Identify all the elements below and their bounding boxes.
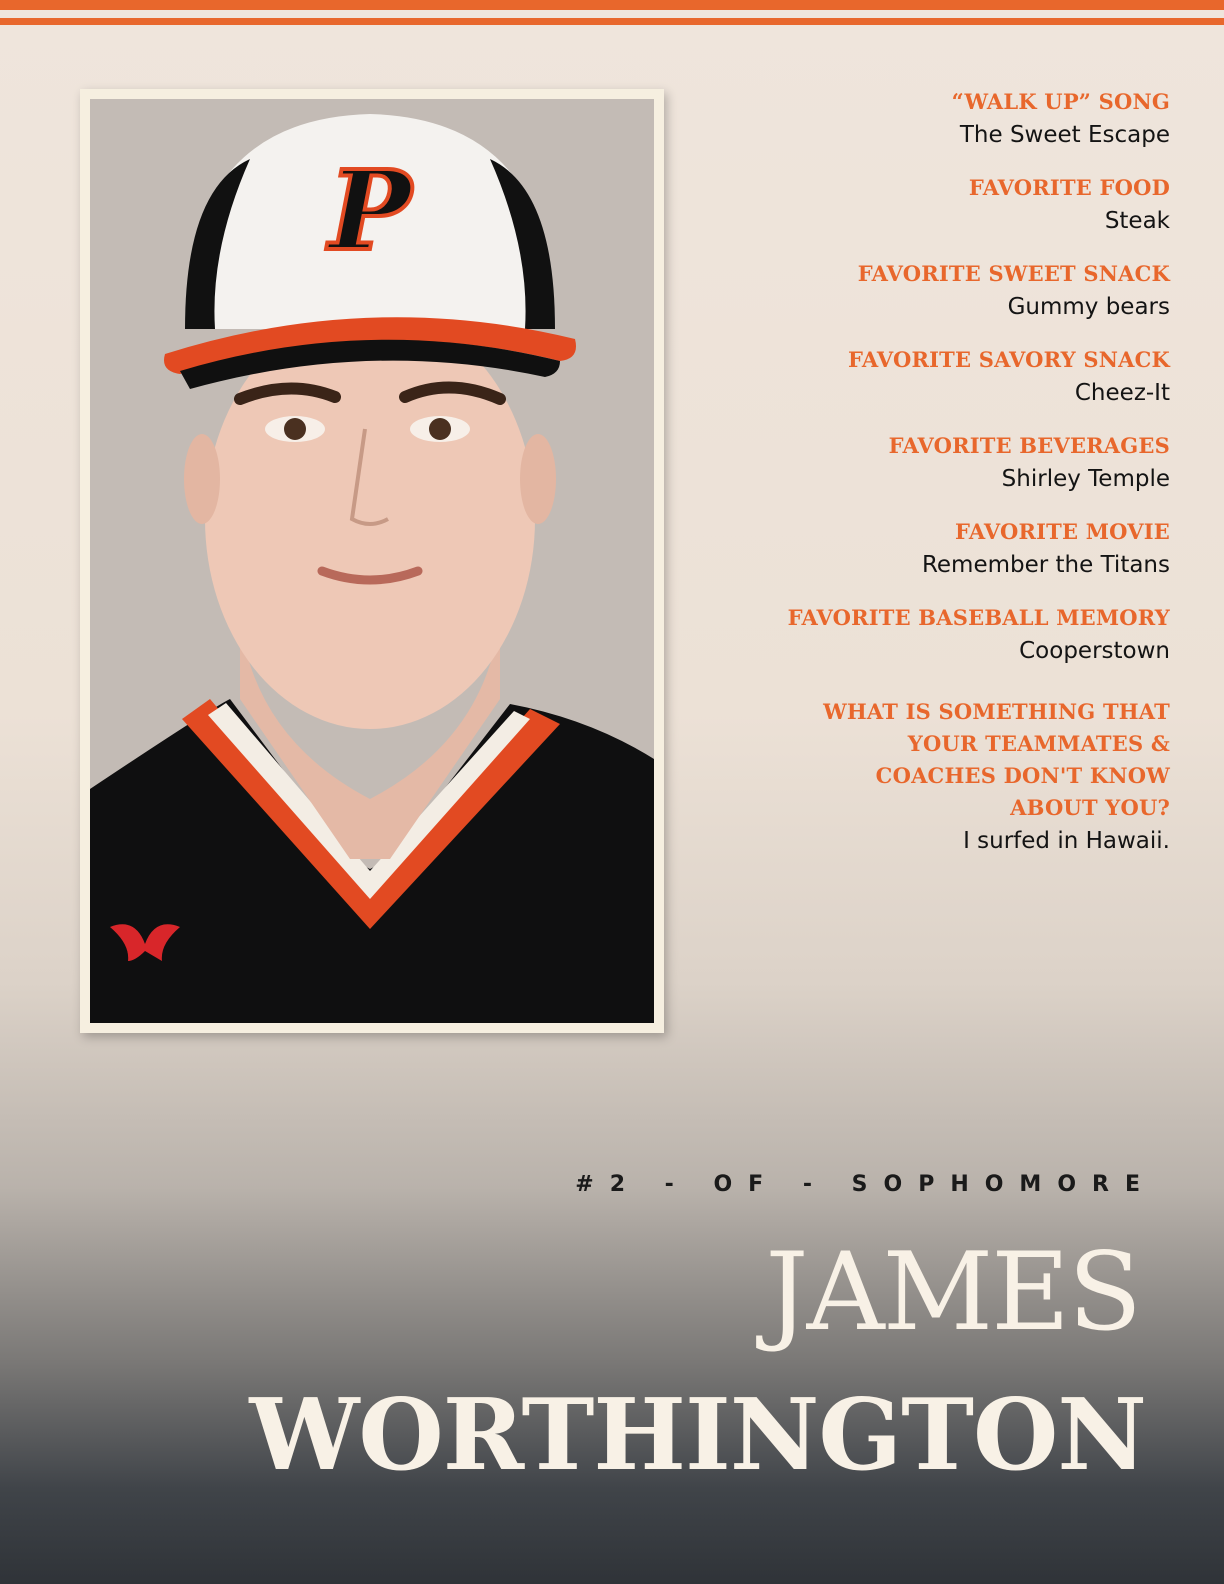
fact-value: Cooperstown [1019,638,1170,664]
fact-something-unknown [650,696,1170,858]
fact-label: FAVORITE BEVERAGES [888,433,1170,458]
fact-favorite-food [650,172,1170,238]
fact-label: WHAT IS SOMETHING THAT YOUR TEAMMATES & COACHES DON'T KNOW ABOUT YOU? [823,699,1170,820]
fact-favorite-sweet-snack [650,258,1170,324]
fact-value: Steak [1104,208,1170,234]
fact-label: FAVORITE MOVIE [955,519,1170,544]
fact-favorite-savory-snack [650,344,1170,410]
fact-favorite-movie [650,516,1170,582]
player-first-name: JAMES [765,1230,1140,1355]
player-photo-frame [80,89,664,1033]
fact-value: Shirley Temple [1001,466,1170,492]
svg-text:P: P [328,146,412,275]
top-stripe-thin [0,18,1224,25]
fact-value: The Sweet Escape [959,122,1170,148]
fact-value: Cheez-It [1074,380,1170,406]
fact-value: Remember the Titans [921,552,1170,578]
fact-label: FAVORITE BASEBALL MEMORY [787,605,1170,630]
fact-label: FAVORITE SAVORY SNACK [848,347,1170,372]
fact-label: FAVORITE SWEET SNACK [857,261,1170,286]
player-position-line: #2 - OF - SOPHOMORE [575,1172,1156,1197]
fact-walk-up-song [650,86,1170,152]
fact-label: FAVORITE FOOD [968,175,1170,200]
top-stripe [0,0,1224,10]
player-facts [650,86,1170,858]
fact-value: I surfed in Hawaii. [963,828,1170,854]
fact-favorite-beverages [650,430,1170,496]
player-photo [90,99,654,1023]
player-last-name: WORTHINGTON [249,1378,1146,1493]
fact-label: “WALK UP” SONG [951,89,1170,114]
fact-value: Gummy bears [1007,294,1170,320]
fact-favorite-baseball-memory [650,602,1170,668]
